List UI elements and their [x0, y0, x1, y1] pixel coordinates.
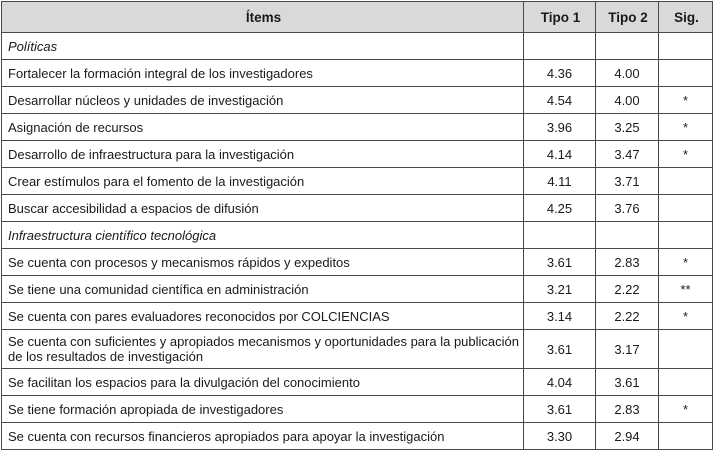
table-row — [2, 396, 713, 423]
table-row — [2, 249, 713, 276]
tipo2-cell: 3.71 — [596, 168, 659, 195]
sig-cell: * — [659, 303, 713, 330]
tipo2-cell: 4.00 — [596, 87, 659, 114]
item-cell: Se tiene formación apropiada de investigadores — [2, 396, 524, 423]
sig-cell — [659, 369, 713, 396]
tipo1-cell: 3.61 — [524, 330, 596, 369]
tipo1-cell: 3.21 — [524, 276, 596, 303]
table-row — [2, 141, 713, 168]
tipo1-cell: 4.11 — [524, 168, 596, 195]
item-cell: Se facilitan los espacios para la divulgación del conocimiento — [2, 369, 524, 396]
sig-cell: ** — [659, 276, 713, 303]
header-sig: Sig. — [659, 2, 713, 33]
tipo2-cell: 2.83 — [596, 249, 659, 276]
item-cell: Crear estímulos para el fomento de la investigación — [2, 168, 524, 195]
results-table — [1, 1, 713, 450]
tipo2-cell: 4.00 — [596, 60, 659, 87]
sig-cell: * — [659, 249, 713, 276]
item-cell: Desarrollar núcleos y unidades de investigación — [2, 87, 524, 114]
section-empty-cell — [524, 33, 596, 60]
sig-cell — [659, 60, 713, 87]
item-cell: Asignación de recursos — [2, 114, 524, 141]
table-row — [2, 168, 713, 195]
tipo2-cell: 2.83 — [596, 396, 659, 423]
item-cell: Se cuenta con suficientes y apropiados mecanismos y oportunidades para la publicación de los resultados de investigación — [2, 330, 524, 369]
sig-cell — [659, 330, 713, 369]
tipo2-cell: 2.22 — [596, 303, 659, 330]
tipo1-cell: 4.36 — [524, 60, 596, 87]
section-empty-cell — [659, 222, 713, 249]
header-tipo2: Tipo 2 — [596, 2, 659, 33]
tipo2-cell: 3.76 — [596, 195, 659, 222]
table-row — [2, 423, 713, 450]
sig-cell: * — [659, 114, 713, 141]
table-row — [2, 369, 713, 396]
tipo1-cell: 4.04 — [524, 369, 596, 396]
section-title: Políticas — [2, 33, 524, 60]
tipo1-cell: 3.61 — [524, 249, 596, 276]
item-cell: Se cuenta con pares evaluadores reconocidos por COLCIENCIAS — [2, 303, 524, 330]
item-cell: Se cuenta con recursos financieros apropiados para apoyar la investigación — [2, 423, 524, 450]
item-cell: Desarrollo de infraestructura para la investigación — [2, 141, 524, 168]
table-body — [2, 33, 713, 450]
item-cell: Se tiene una comunidad científica en administración — [2, 276, 524, 303]
tipo2-cell: 3.61 — [596, 369, 659, 396]
header-tipo1: Tipo 1 — [524, 2, 596, 33]
tipo2-cell: 3.17 — [596, 330, 659, 369]
section-row — [2, 33, 713, 60]
item-cell: Fortalecer la formación integral de los investigadores — [2, 60, 524, 87]
tipo1-cell: 4.25 — [524, 195, 596, 222]
tipo1-cell: 3.30 — [524, 423, 596, 450]
sig-cell — [659, 195, 713, 222]
section-empty-cell — [524, 222, 596, 249]
tipo2-cell: 3.25 — [596, 114, 659, 141]
sig-cell — [659, 423, 713, 450]
section-empty-cell — [596, 33, 659, 60]
tipo1-cell: 3.61 — [524, 396, 596, 423]
table-row — [2, 60, 713, 87]
tipo1-cell: 3.96 — [524, 114, 596, 141]
table-row — [2, 114, 713, 141]
sig-cell: * — [659, 141, 713, 168]
sig-cell: * — [659, 87, 713, 114]
section-empty-cell — [659, 33, 713, 60]
tipo2-cell: 2.22 — [596, 276, 659, 303]
table-row — [2, 87, 713, 114]
table-row — [2, 330, 713, 369]
tipo1-cell: 4.14 — [524, 141, 596, 168]
tipo2-cell: 2.94 — [596, 423, 659, 450]
section-title: Infraestructura científico tecnológica — [2, 222, 524, 249]
sig-cell: * — [659, 396, 713, 423]
table-row — [2, 303, 713, 330]
tipo1-cell: 4.54 — [524, 87, 596, 114]
table-row — [2, 276, 713, 303]
header-row — [2, 2, 713, 33]
item-cell: Buscar accesibilidad a espacios de difusión — [2, 195, 524, 222]
tipo1-cell: 3.14 — [524, 303, 596, 330]
section-row — [2, 222, 713, 249]
results-table-container — [1, 1, 712, 450]
sig-cell — [659, 168, 713, 195]
item-cell: Se cuenta con procesos y mecanismos rápidos y expeditos — [2, 249, 524, 276]
section-empty-cell — [596, 222, 659, 249]
table-row — [2, 195, 713, 222]
tipo2-cell: 3.47 — [596, 141, 659, 168]
header-items: Ítems — [2, 2, 524, 33]
